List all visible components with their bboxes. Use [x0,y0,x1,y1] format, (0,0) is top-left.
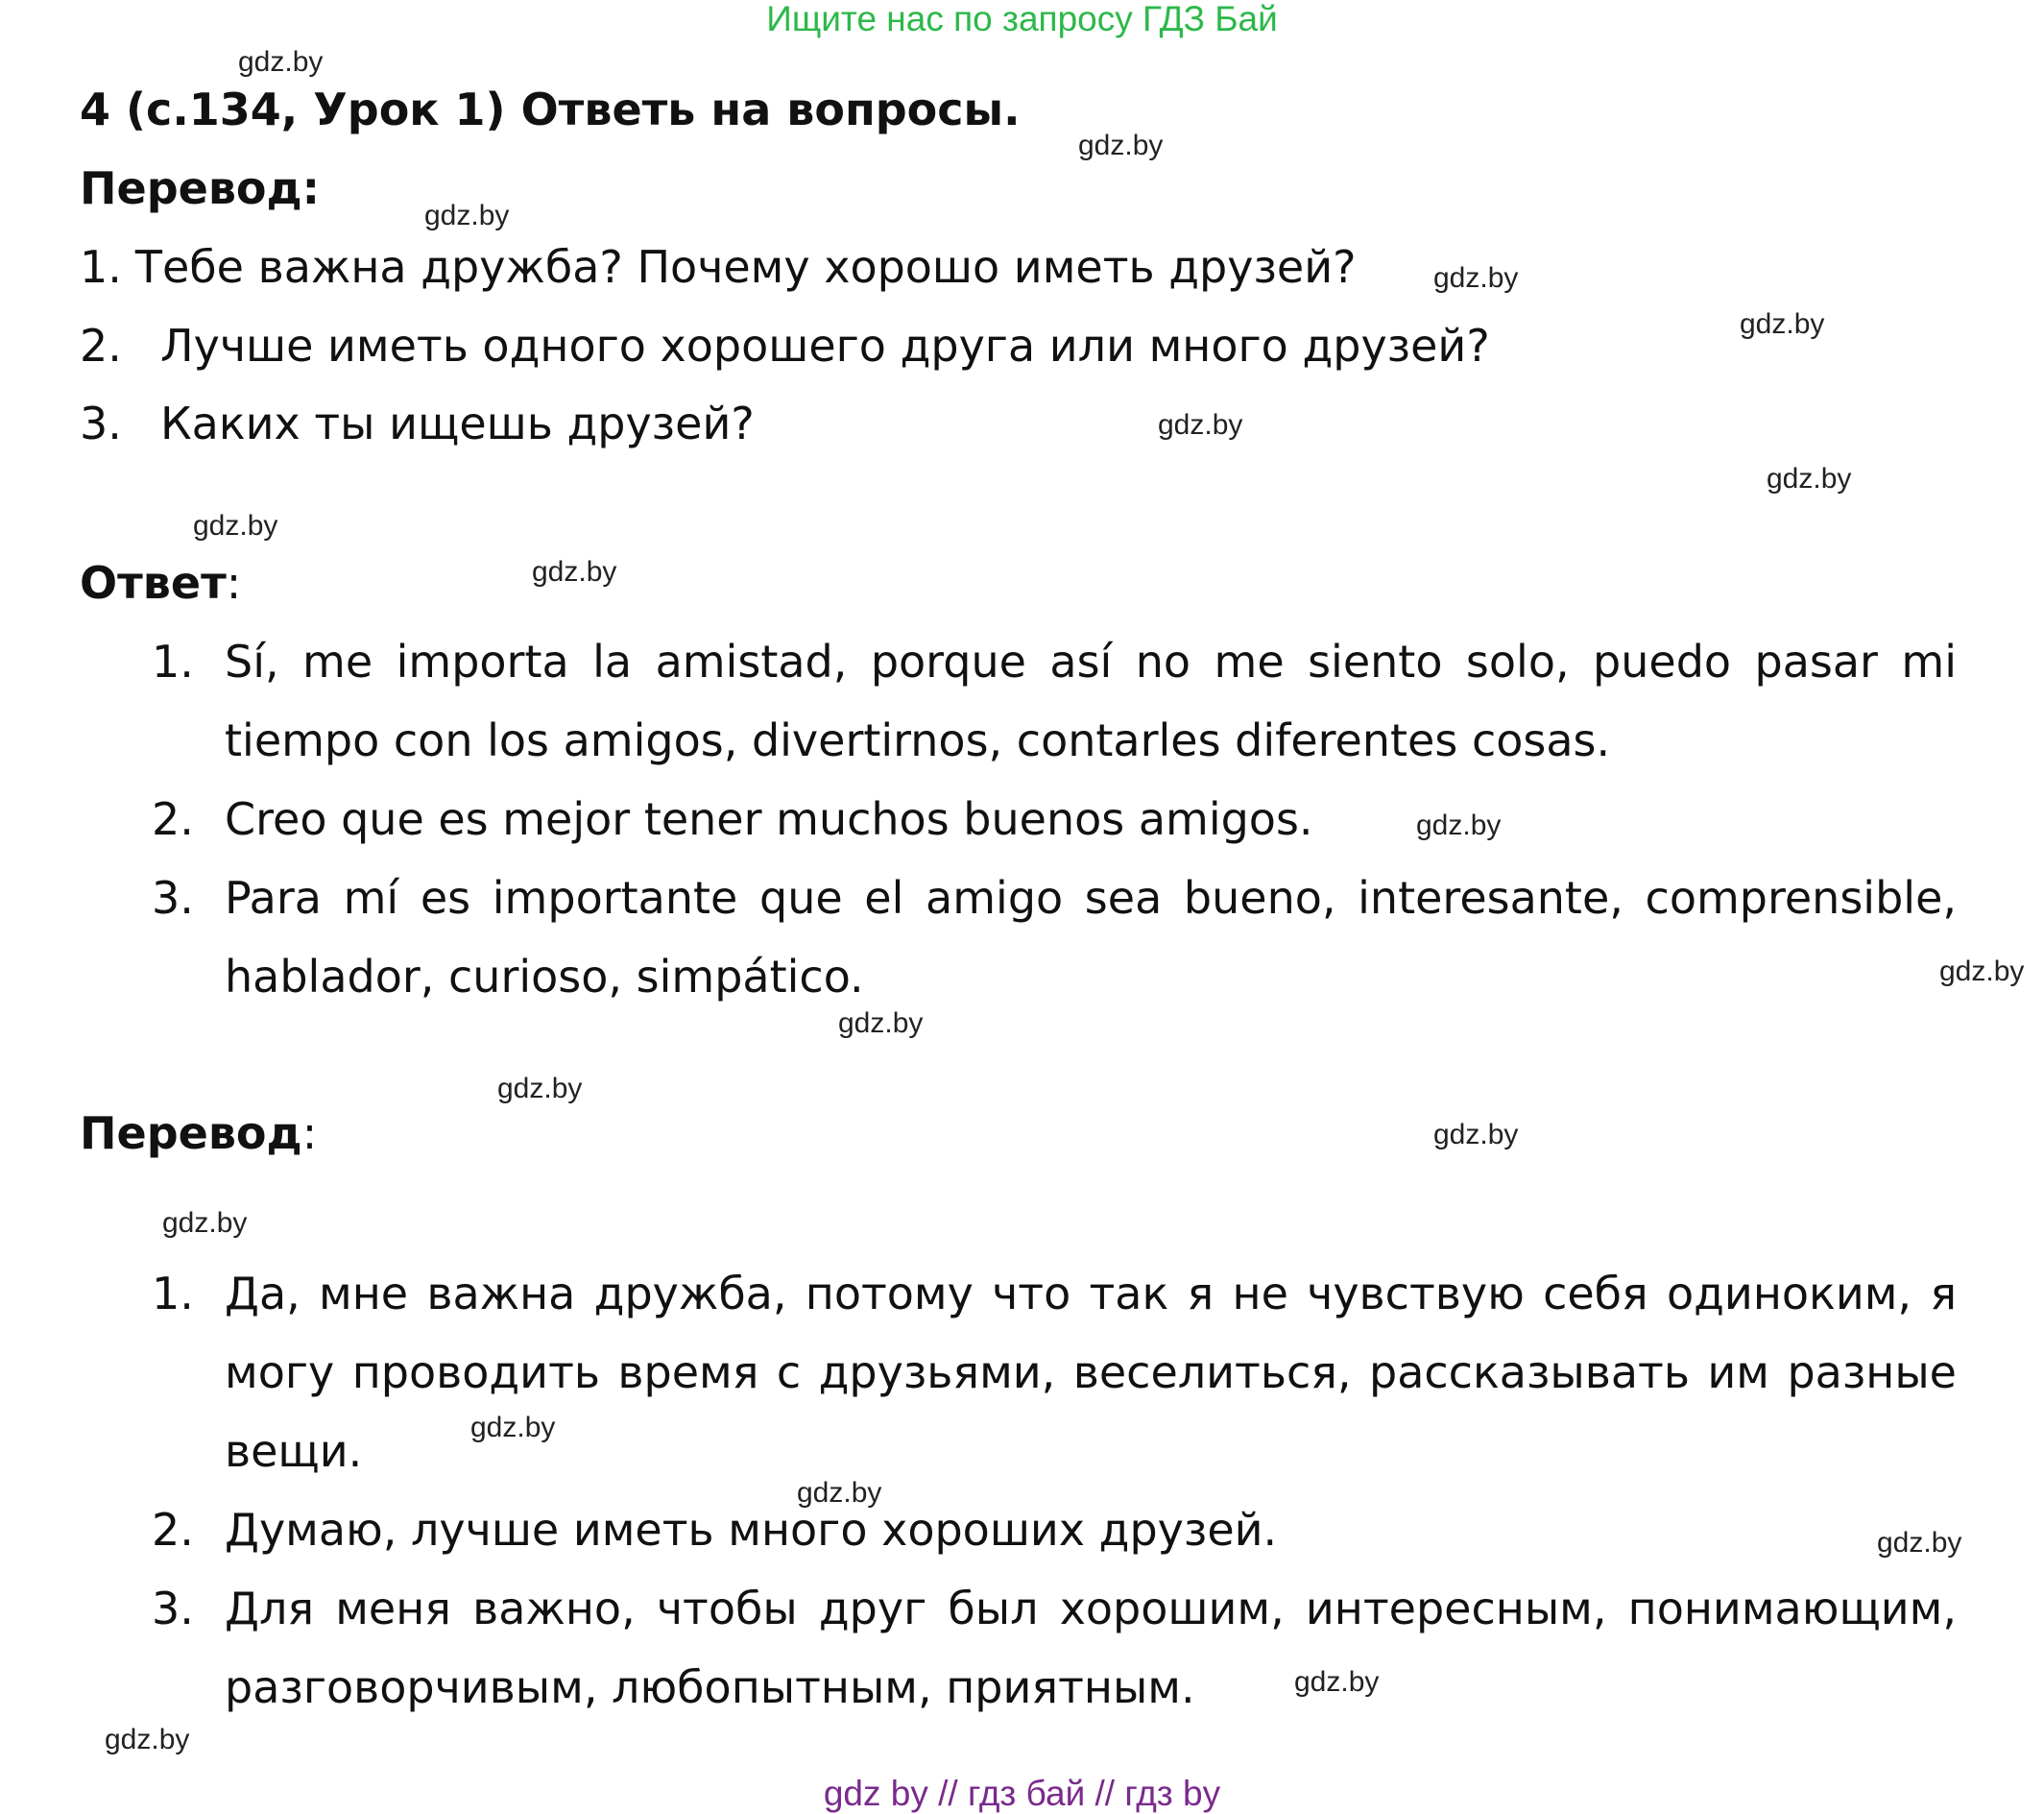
answer-line: Sí, me importa la amistad, porque así no me siento solo, puedo pasar mi [225,636,1957,688]
watermark: gdz.by [1078,130,1164,161]
translation-line: Да, мне важна дружба, потому что так я не чувствую себя одиноким, я [225,1268,1957,1319]
answer-number: 3. [152,872,194,924]
answer-line: hablador, curioso, simpático. [225,951,864,1003]
translation2-heading-colon: : [301,1107,318,1159]
watermark: gdz.by [1416,810,1502,841]
answer-heading [80,556,241,610]
top-banner: Ищите нас по запросу ГДЗ Бай [766,0,1278,38]
answer-line: Creo que es mejor tener muchos buenos amigos. [225,793,1313,845]
question-3 [80,397,755,450]
translation-item-2 [152,1490,1957,1569]
translation-item-1 [152,1254,1957,1490]
watermark: gdz.by [1433,1119,1519,1150]
watermark: gdz.by [1767,463,1852,495]
question-number: 1. [80,241,122,293]
translation-number: 2. [152,1504,194,1556]
translation-number: 3. [152,1583,194,1634]
answer-item-3 [152,859,1957,1016]
watermark: gdz.by [1158,409,1243,441]
question-text: Лучше иметь одного хорошего друга или много друзей? [160,320,1490,372]
translation-line: Думаю, лучше иметь много хороших друзей. [225,1504,1278,1556]
answer-item-2 [152,780,1957,859]
question-text: Тебе важна дружба? Почему хорошо иметь друзей? [134,241,1357,293]
translation-line: Для меня важно, чтобы друг был хорошим, интересным, понимающим, [225,1583,1957,1634]
watermark: gdz.by [1433,262,1519,294]
answer-number: 1. [152,636,194,688]
answer-item-1 [152,622,1957,780]
watermark: gdz.by [532,556,617,588]
translation2-heading [80,1106,317,1160]
watermark: gdz.by [1294,1666,1380,1698]
translation2-heading-label: Перевод [80,1107,302,1159]
answer-heading-label: Ответ [80,557,227,609]
footer-links: gdz by // гдз бай // гдз by [823,1774,1221,1813]
answer-number: 2. [152,793,194,845]
watermark: gdz.by [424,200,510,231]
watermark: gdz.by [193,510,278,542]
question-number: 3. [80,398,122,449]
watermark: gdz.by [838,1007,924,1039]
translation-heading: Перевод: [80,162,321,214]
translation-line: разговорчивым, любопытным, приятным. [225,1661,1195,1713]
watermark: gdz.by [1740,308,1825,340]
translation-item-3 [152,1569,1957,1727]
question-text: Каких ты ищешь друзей? [160,398,755,449]
watermark: gdz.by [162,1207,248,1239]
question-1 [80,240,1357,294]
watermark: gdz.by [497,1073,583,1104]
question-number: 2. [80,320,122,372]
translation-line: могу проводить время с друзьями, веселиться, рассказывать им разные [225,1346,1957,1398]
translation-number: 1. [152,1268,194,1319]
answer-line: tiempo con los amigos, divertirnos, contarles diferentes cosas. [225,714,1611,766]
watermark: gdz.by [105,1724,190,1755]
watermark: gdz.by [470,1412,556,1443]
watermark: gdz.by [238,46,324,78]
watermark: gdz.by [797,1477,882,1509]
answer-heading-colon: : [226,557,242,609]
watermark: gdz.by [1939,955,2025,987]
translation-line: вещи. [225,1425,363,1477]
watermark: gdz.by [1877,1527,1962,1559]
question-2 [80,319,1490,373]
answer-line: Para mí es importante que el amigo sea bueno, interesante, comprensible, [225,872,1957,924]
exercise-title: 4 (с.134, Урок 1) Ответь на вопросы. [80,84,1021,135]
